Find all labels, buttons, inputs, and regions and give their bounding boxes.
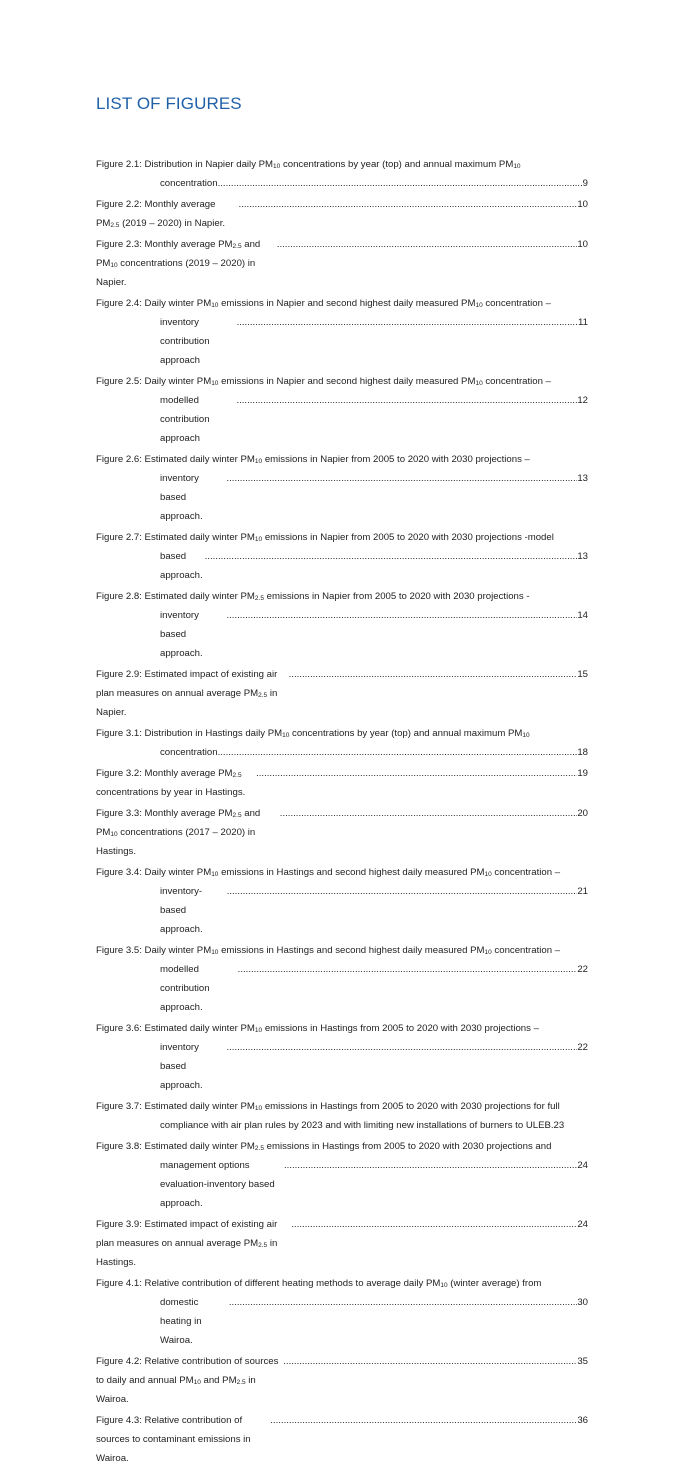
subscript: 2.5: [254, 595, 264, 602]
caption-text: and PM: [96, 239, 261, 269]
subscript: 10: [211, 871, 219, 878]
caption-line: [96, 804, 588, 861]
caption-text: Monthly average PM: [96, 199, 216, 229]
figure-entry[interactable]: [96, 294, 588, 370]
caption-continuation: [160, 174, 588, 193]
caption-text: (winter average) from: [447, 1278, 542, 1289]
figure-number: Figure 2.2:: [96, 199, 142, 210]
caption-text: concentrations (2019 – 2020) in Napier.: [96, 258, 256, 288]
subscript: 10: [513, 163, 521, 170]
caption-text: Estimated daily winter PM: [144, 454, 255, 465]
caption-text: emissions in Napier and second highest daily measured PM: [218, 298, 476, 309]
figure-number: Figure 3.4:: [96, 867, 142, 878]
page-number: 14: [577, 610, 588, 621]
page-number: 36: [577, 1415, 588, 1426]
figure-number: Figure 3.1:: [96, 728, 142, 739]
dot-leader: [289, 665, 578, 684]
dot-leader: [220, 174, 582, 193]
figure-number: Figure 3.3:: [96, 808, 142, 819]
caption-text: Estimated daily winter PM: [144, 532, 255, 543]
subscript: 2.5: [110, 222, 120, 229]
figure-entry[interactable]: [96, 450, 588, 526]
caption-text: concentration –: [482, 298, 551, 309]
dot-leader: [277, 235, 578, 254]
caption-text: Estimated impact of existing air plan measures on annual average PM: [96, 669, 278, 699]
caption-text: modelled contribution approach.: [160, 964, 210, 1013]
figure-number: Figure 2.7:: [96, 532, 142, 543]
figure-number: Figure 3.8:: [96, 1141, 142, 1152]
subscript: 2.5: [236, 1379, 246, 1386]
subscript: 10: [254, 536, 263, 543]
figure-number: Figure 3.7:: [96, 1101, 142, 1112]
caption-line: [96, 1215, 588, 1272]
caption-line: [96, 665, 588, 722]
figure-number: Figure 2.4:: [96, 298, 142, 309]
caption-text: concentrations by year in Hastings.: [96, 787, 246, 798]
caption-text: Daily winter PM: [144, 867, 212, 878]
caption-text: inventory contribution approach: [160, 317, 210, 366]
subscript: 10: [254, 1105, 263, 1112]
figure-entry[interactable]: [96, 372, 588, 448]
figure-number: Figure 4.2:: [96, 1356, 142, 1367]
page-number: 24: [577, 1219, 588, 1230]
figure-entry[interactable]: [96, 155, 588, 193]
caption-text: emissions in Hastings from 2005 to 2020 with 2030 projections and: [263, 1141, 552, 1152]
figure-number: Figure 2.6:: [96, 454, 142, 465]
page-number: 22: [577, 964, 588, 975]
caption-text: Monthly average PM: [144, 768, 233, 779]
dot-leader: [205, 547, 578, 566]
dot-leader: [238, 960, 578, 979]
page-number: 21: [577, 886, 588, 897]
subscript: 10: [475, 380, 483, 387]
page-number: 13: [577, 473, 588, 484]
dot-leader: [227, 882, 578, 901]
caption-text: Distribution in Hastings daily PM: [144, 728, 283, 739]
page-number: 35: [577, 1356, 588, 1367]
caption-text: concentrations by year (top) and annual maximum PM: [289, 728, 523, 739]
caption-text: and PM: [200, 1375, 237, 1386]
caption-text: Monthly average PM: [144, 239, 233, 250]
caption-continuation: [160, 743, 588, 762]
caption-text: based approach.: [160, 551, 203, 581]
dot-leader: [283, 1352, 577, 1371]
caption-continuation: [160, 606, 588, 663]
page-number: 18: [577, 747, 588, 758]
subscript: 10: [193, 1379, 201, 1386]
dot-leader: [239, 195, 578, 214]
caption-text: in Hastings.: [96, 1238, 278, 1268]
figure-number: Figure 4.3:: [96, 1415, 142, 1426]
caption-text: emissions in Hastings and second highest daily measured PM: [218, 945, 485, 956]
figure-number: Figure 2.8:: [96, 591, 142, 602]
caption-line: [96, 235, 588, 292]
caption-continuation: [160, 1038, 588, 1095]
caption-line: [96, 1411, 588, 1468]
caption-text: Daily winter PM: [144, 376, 212, 387]
caption-text: emissions in Napier from 2005 to 2020 with 2030 projections -model: [262, 532, 554, 543]
caption-text: emissions in Napier and second highest daily measured PM: [218, 376, 476, 387]
subscript: 2.5: [232, 772, 242, 779]
dot-leader: [220, 743, 577, 762]
subscript: 10: [475, 302, 483, 309]
caption-text: emissions in Hastings from 2005 to 2020 with 2030 projections –: [262, 1023, 539, 1034]
subscript: 10: [522, 732, 530, 739]
caption-line: [96, 764, 588, 802]
caption-text: Relative contribution of sources to daily and annual PM: [96, 1356, 279, 1386]
figure-number: Figure 3.6:: [96, 1023, 142, 1034]
figure-number: Figure 4.1:: [96, 1278, 142, 1289]
caption-continuation: [160, 469, 588, 526]
caption-text: emissions in Napier from 2005 to 2020 with 2030 projections -: [263, 591, 530, 602]
caption-text: emissions in Hastings and second highest daily measured PM: [218, 867, 485, 878]
caption-continuation: [160, 391, 588, 448]
figure-number: Figure 3.5:: [96, 945, 142, 956]
caption-continuation: [160, 313, 588, 370]
figure-entry[interactable]: [96, 804, 588, 861]
figure-number: Figure 3.2:: [96, 768, 142, 779]
subscript: 2.5: [254, 1145, 264, 1152]
page-number: 9: [582, 178, 588, 189]
subscript: 2.5: [258, 1242, 268, 1249]
caption-line: [96, 1352, 588, 1409]
caption-text: Estimated daily winter PM: [144, 591, 255, 602]
caption-text: in Napier.: [96, 688, 278, 718]
figure-entry[interactable]: [96, 195, 588, 233]
dot-leader: [291, 1215, 577, 1234]
caption-text: domestic heating in Wairoa.: [160, 1297, 202, 1346]
dot-leader: [236, 391, 577, 410]
figure-number: Figure 2.9:: [96, 669, 142, 680]
caption-text: concentration.: [160, 178, 221, 189]
caption-line: [96, 195, 588, 233]
caption-text: Distribution in Napier daily PM: [144, 159, 274, 170]
dot-leader: [256, 764, 577, 783]
caption-text: concentration.: [160, 747, 221, 758]
caption-continuation: [160, 960, 588, 1017]
page-number: 13: [577, 551, 588, 562]
dot-leader: [226, 1038, 577, 1057]
caption-text: Estimated daily winter PM: [144, 1023, 255, 1034]
figure-entry[interactable]: [96, 1215, 588, 1272]
page-number: 30: [577, 1297, 588, 1308]
caption-text: modelled contribution approach: [160, 395, 210, 444]
caption-text: emissions in Napier from 2005 to 2020 with 2030 projections –: [262, 454, 530, 465]
figure-number: Figure 2.1:: [96, 159, 142, 170]
figure-entry[interactable]: [96, 1137, 588, 1213]
figure-entry[interactable]: [96, 528, 588, 585]
page-number: 11: [578, 317, 588, 328]
subscript: 10: [254, 458, 263, 465]
subscript: 10: [254, 1027, 263, 1034]
figure-entry[interactable]: [96, 665, 588, 722]
caption-text: concentration –: [491, 867, 561, 878]
caption-text: Relative contribution of sources to contaminant emissions in Wairoa.: [96, 1415, 251, 1464]
figure-number: Figure 2.5:: [96, 376, 142, 387]
dot-leader: [280, 804, 578, 823]
caption-text: Estimated impact of existing air plan measures on annual average PM: [96, 1219, 278, 1249]
caption-text: Daily winter PM: [144, 945, 212, 956]
caption-continuation: [160, 882, 588, 939]
caption-text: and PM: [96, 808, 261, 838]
caption-text: Estimated daily winter PM: [144, 1101, 255, 1112]
page-number: 10: [577, 239, 588, 250]
page-number: 23: [553, 1120, 565, 1131]
page-number: 12: [577, 395, 588, 406]
caption-text: (2019 – 2020) in Napier.: [119, 218, 226, 229]
page-number: 22: [577, 1042, 588, 1053]
figure-entry[interactable]: [96, 1274, 588, 1350]
caption-text: inventory-based approach.: [160, 886, 203, 935]
figure-entry[interactable]: [96, 764, 588, 802]
subscript: 10: [484, 949, 492, 956]
caption-text: emissions in Hastings from 2005 to 2020 with 2030 projections for full: [262, 1101, 560, 1112]
caption-text: compliance with air plan rules by 2023 and with limiting new installations of burners to ULEB.: [160, 1120, 554, 1131]
figure-entry[interactable]: [96, 863, 588, 939]
dot-leader: [284, 1156, 577, 1175]
page-number: 24: [577, 1160, 588, 1171]
caption-text: inventory based approach.: [160, 1042, 203, 1091]
subscript: 2.5: [232, 812, 242, 819]
dot-leader: [226, 606, 577, 625]
caption-text: Relative contribution of different heating methods to average daily PM: [144, 1278, 441, 1289]
figure-entry[interactable]: [96, 724, 588, 762]
figure-entry[interactable]: [96, 1097, 588, 1135]
caption-text: management options evaluation-inventory based approach.: [160, 1160, 275, 1209]
caption-text: Monthly average PM: [144, 808, 233, 819]
caption-continuation: [160, 1116, 588, 1135]
caption-text: concentrations by year (top) and annual maximum PM: [280, 159, 514, 170]
caption-text: concentration –: [482, 376, 551, 387]
caption-continuation: [160, 1156, 588, 1213]
subscript: 10: [211, 949, 219, 956]
figure-entry[interactable]: [96, 235, 588, 292]
caption-text: Estimated daily winter PM: [144, 1141, 255, 1152]
figure-entry[interactable]: [96, 1352, 588, 1409]
page-title: LIST OF FIGURES: [96, 94, 242, 113]
figure-entry[interactable]: [96, 941, 588, 1017]
caption-text: inventory based approach.: [160, 610, 203, 659]
page-number: 15: [577, 669, 588, 680]
subscript: 10: [211, 302, 219, 309]
figure-entry[interactable]: [96, 587, 588, 663]
figure-entry[interactable]: [96, 1019, 588, 1095]
subscript: 10: [110, 262, 118, 269]
caption-continuation: [160, 547, 588, 585]
page-number: 10: [577, 199, 588, 210]
caption-continuation: [160, 1293, 588, 1350]
caption-text: in Wairoa.: [96, 1375, 256, 1405]
dot-leader: [237, 313, 578, 332]
subscript: 10: [273, 163, 281, 170]
subscript: 2.5: [232, 243, 242, 250]
subscript: 10: [110, 831, 118, 838]
page-number: 19: [577, 768, 588, 779]
dot-leader: [226, 469, 577, 488]
caption-text: Daily winter PM: [144, 298, 212, 309]
figure-list: [96, 155, 588, 1470]
caption-text: concentrations (2017 – 2020) in Hastings.: [96, 827, 256, 857]
figure-number: Figure 3.9:: [96, 1219, 142, 1230]
caption-text: concentration –: [491, 945, 561, 956]
subscript: 10: [484, 871, 492, 878]
figure-number: Figure 2.3:: [96, 239, 142, 250]
figure-entry[interactable]: [96, 1411, 588, 1468]
subscript: 10: [211, 380, 219, 387]
subscript: 10: [282, 732, 290, 739]
subscript: 10: [440, 1282, 448, 1289]
caption-text: inventory based approach.: [160, 473, 203, 522]
subscript: 2.5: [258, 692, 268, 699]
dot-leader: [229, 1293, 577, 1312]
page-number: 20: [577, 808, 588, 819]
dot-leader: [270, 1411, 577, 1430]
